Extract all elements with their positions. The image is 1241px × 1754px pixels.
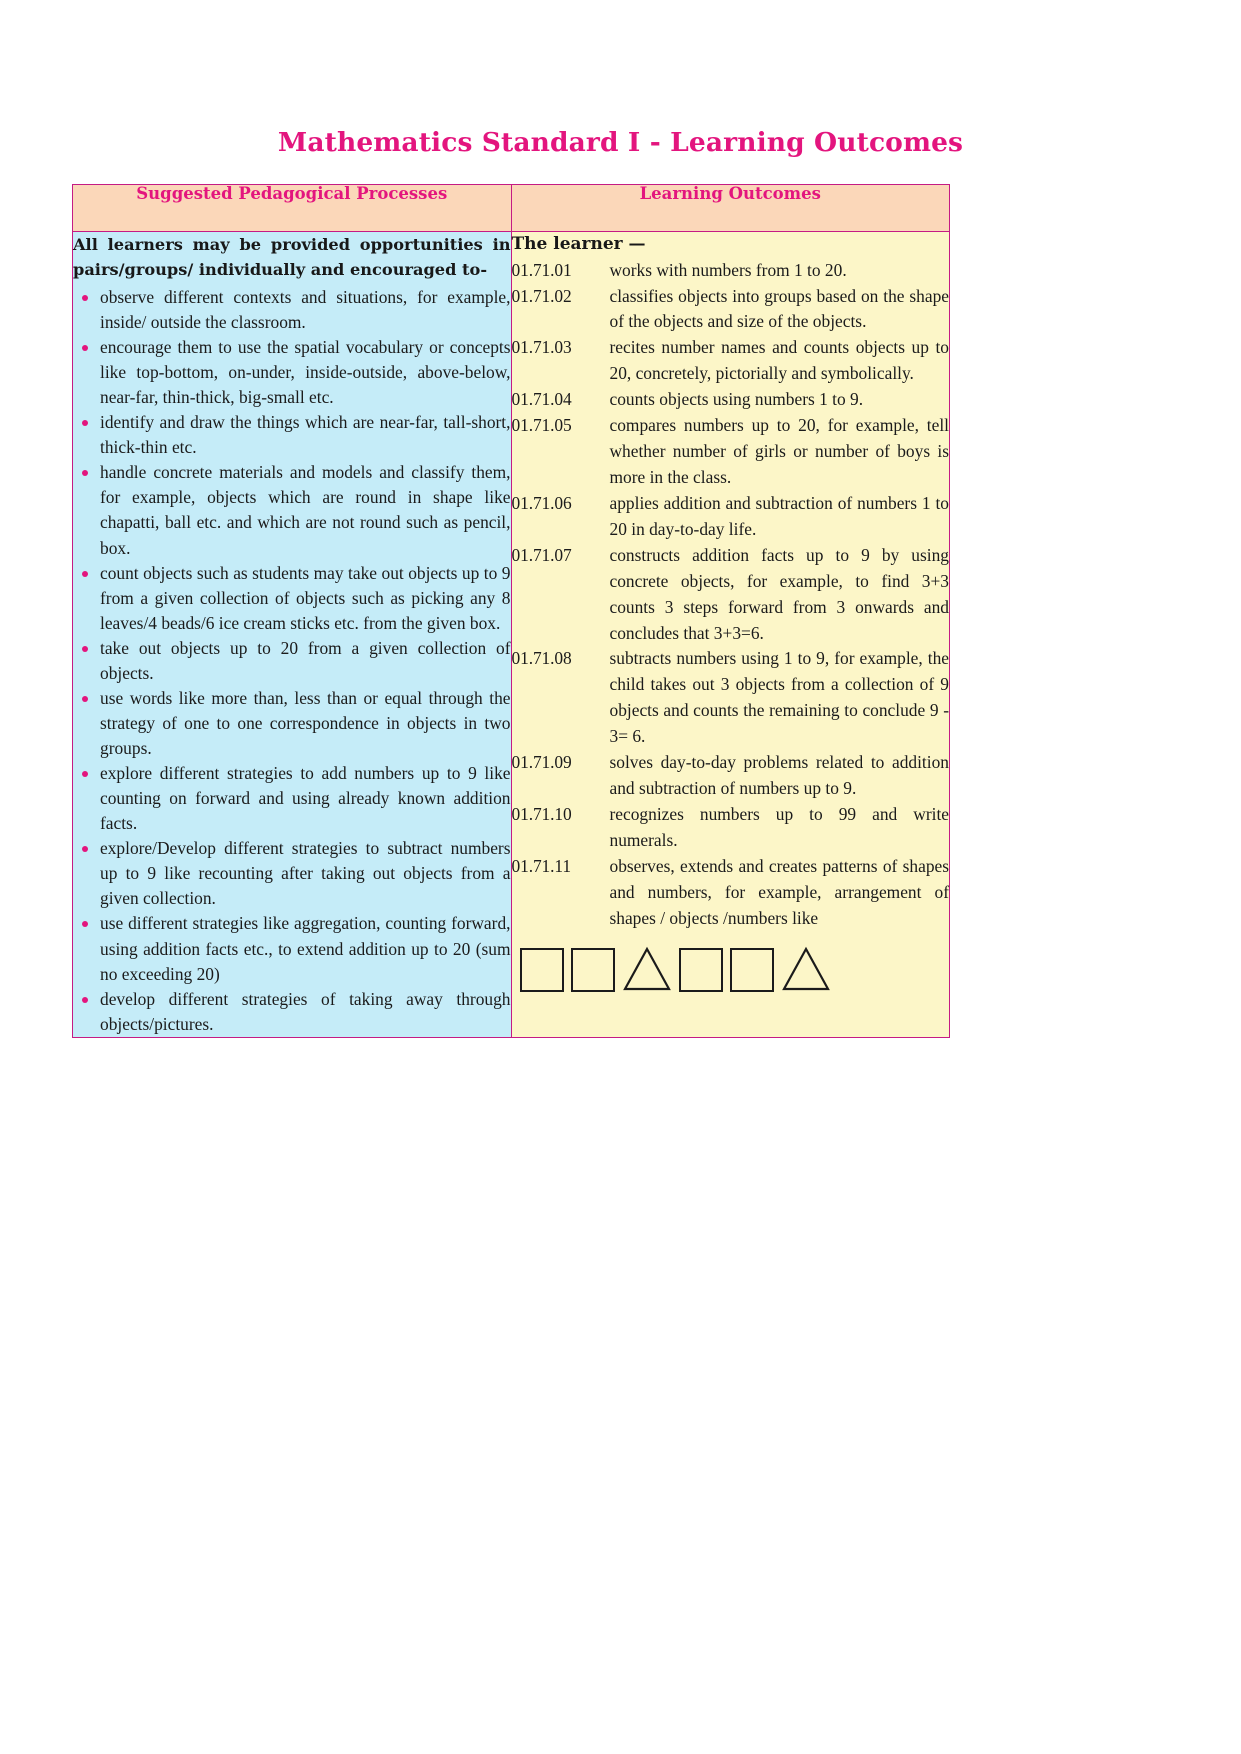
outcome-code: 01.71.11 xyxy=(511,855,571,876)
outcome-text: subtracts numbers using 1 to 9, for example, the child takes out 3 objects from a collection of 9 objects and counts the remaining to conclude 9 - 3= 6. xyxy=(609,648,949,747)
learner-heading: The learner — xyxy=(511,234,646,254)
outcome-row xyxy=(512,802,950,854)
triangle-shape-icon xyxy=(781,946,831,992)
square-shape-icon xyxy=(571,948,615,992)
outcome-text: classifies objects into groups based on the shape of the objects and size of the objects. xyxy=(609,285,949,332)
column-header-learning-outcomes: Learning Outcomes xyxy=(511,185,950,232)
outcome-row xyxy=(512,646,950,750)
outcome-code: 01.71.09 xyxy=(511,752,572,773)
outcome-code: 01.71.04 xyxy=(511,389,572,410)
page-title: Mathematics Standard I - Learning Outcomes xyxy=(277,127,964,158)
table-body-row xyxy=(73,232,950,1038)
outcome-row xyxy=(512,491,950,543)
outcome-row xyxy=(512,335,950,387)
pattern-shapes-illustration xyxy=(512,946,950,992)
outcome-text: recites number names and counts objects up to 20, concretely, pictorially and symbolically. xyxy=(609,337,949,384)
outcome-row xyxy=(512,413,950,491)
outcome-code: 01.71.10 xyxy=(511,804,572,824)
outcome-text: recognizes numbers up to 99 and write numerals. xyxy=(609,804,949,850)
list-item: handle concrete materials and models and classify them, for example, objects which are round in shape like chapatti, ball etc. and which are not round such as pencil, box. xyxy=(73,460,511,560)
outcome-code: 01.71.07 xyxy=(511,544,572,565)
list-item: count objects such as students may take out objects up to 9 from a given collection of objects such as picking any 8 leaves/4 beads/6 ice cream sticks etc. from the given box. xyxy=(73,561,511,636)
list-item: develop different strategies of taking away through objects/pictures. xyxy=(73,987,511,1037)
learning-outcomes-cell xyxy=(511,232,950,1038)
square-shape-icon xyxy=(520,948,564,992)
list-item: take out objects up to 20 from a given collection of objects. xyxy=(73,636,511,686)
outcome-code: 01.71.02 xyxy=(511,285,572,306)
square-shape-icon xyxy=(679,948,723,992)
pedagogical-bullet-list xyxy=(73,285,511,1037)
list-item: explore/Develop different strategies to subtract numbers up to 9 like recounting after taking out objects from a given collection. xyxy=(73,836,511,911)
list-item: encourage them to use the spatial vocabulary or concepts like top-bottom, on-under, inside-outside, above-below, near-far, thin-thick, big-small etc. xyxy=(73,335,511,410)
outcome-text: solves day-to-day problems related to addition and subtraction of numbers up to 9. xyxy=(609,752,949,799)
outcome-code: 01.71.08 xyxy=(511,648,572,669)
outcome-code: 01.71.06 xyxy=(511,492,572,513)
outcome-code: 01.71.01 xyxy=(511,259,572,280)
outcome-text: counts objects using numbers 1 to 9. xyxy=(609,389,864,410)
list-item: use different strategies like aggregation, counting forward, using addition facts etc., to extend addition up to 20 (sum no exceeding 20) xyxy=(73,911,511,986)
outcome-row xyxy=(512,543,950,647)
outcome-row xyxy=(512,750,950,802)
outcome-row xyxy=(512,284,950,336)
column-header-pedagogical-processes: Suggested Pedagogical Processes xyxy=(73,185,512,232)
table-header-row xyxy=(73,185,950,232)
list-item: explore different strategies to add numbers up to 9 like counting on forward and using already known addition facts. xyxy=(73,761,511,836)
outcome-code: 01.71.05 xyxy=(511,415,572,436)
outcome-text: applies addition and subtraction of numbers 1 to 20 in day-to-day life. xyxy=(609,492,949,539)
outcome-row xyxy=(512,387,950,413)
outcome-text: compares numbers up to 20, for example, tell whether number of girls or number of boys is more in the class. xyxy=(609,415,949,488)
outcome-row xyxy=(512,258,950,284)
triangle-shape-icon xyxy=(622,946,672,992)
outcome-code: 01.71.03 xyxy=(511,337,572,358)
learning-outcomes-table xyxy=(72,184,950,1038)
square-shape-icon xyxy=(730,948,774,992)
outcome-text: works with numbers from 1 to 20. xyxy=(609,259,847,280)
outcome-text: constructs addition facts up to 9 by using concrete objects, for example, to find 3+3 counts 3 steps forward from 3 onwards and concludes that 3+3=6. xyxy=(609,544,949,643)
list-item: identify and draw the things which are near-far, tall-short, thick-thin etc. xyxy=(73,410,511,460)
list-item: observe different contexts and situations, for example, inside/ outside the classroom. xyxy=(73,285,511,335)
outcome-text: observes, extends and creates patterns of shapes and numbers, for example, arrangement of shapes / objects /numbers like xyxy=(609,855,949,928)
pedagogical-intro-text: All learners may be provided opportunities in pairs/groups/ individually and encouraged to- xyxy=(73,235,511,280)
pedagogical-processes-cell xyxy=(73,232,512,1038)
outcome-row xyxy=(512,854,950,932)
list-item: use words like more than, less than or equal through the strategy of one to one correspondence in objects in two groups. xyxy=(73,686,511,761)
